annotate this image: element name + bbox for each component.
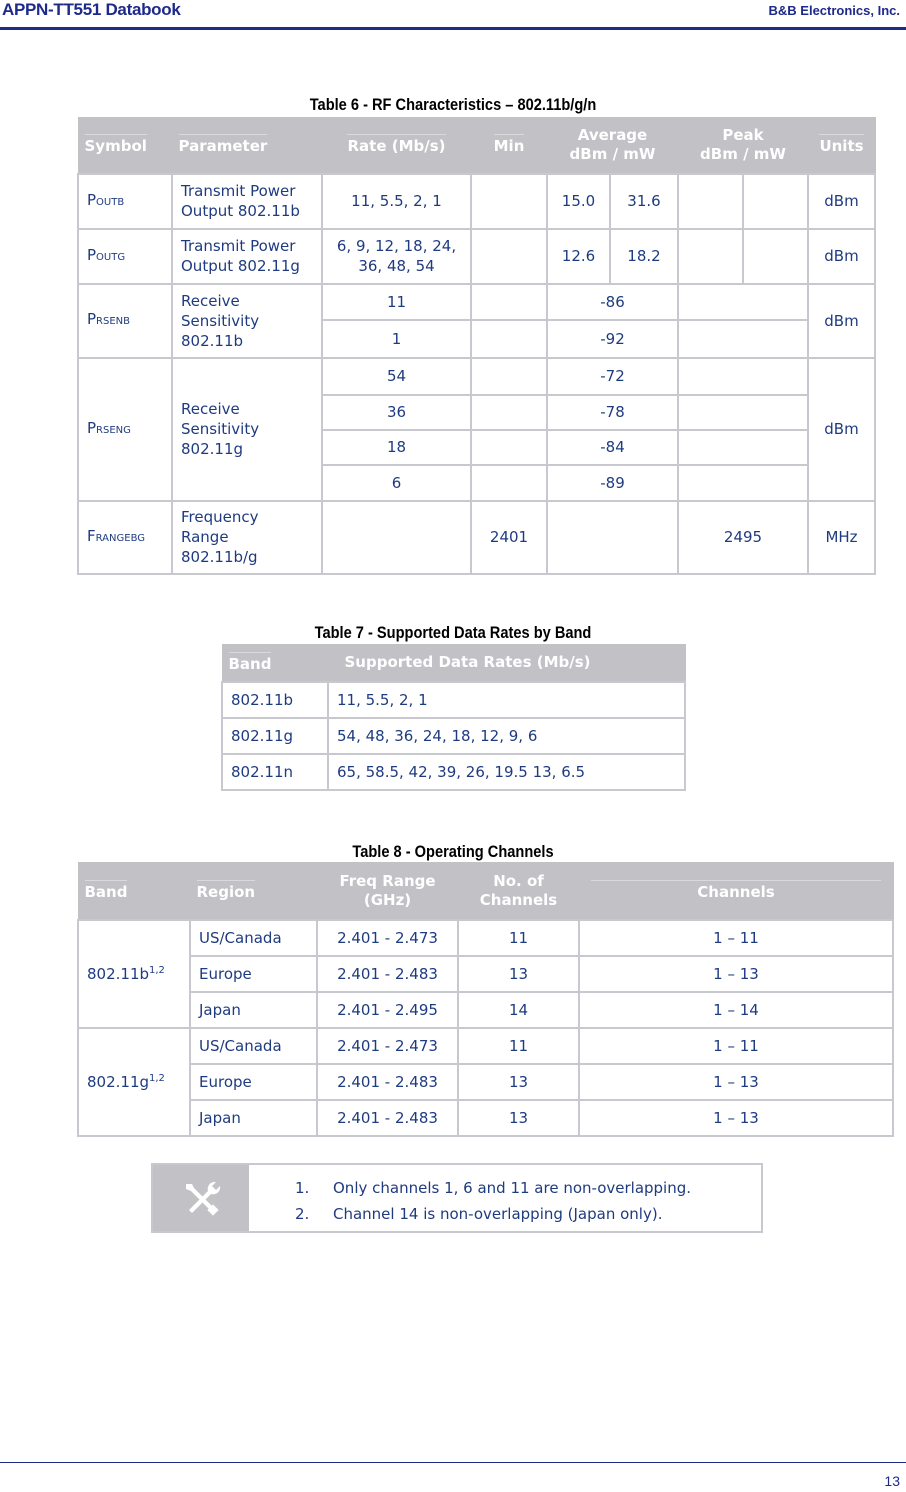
channels-cell: 1 – 11: [579, 920, 893, 956]
table6-header-row: [78, 118, 875, 174]
table-row: [78, 358, 875, 395]
rates-cell: 54, 48, 36, 24, 18, 12, 9, 6: [328, 718, 685, 754]
parameter-cell: Receive Sensitivity 802.11g: [172, 358, 322, 501]
num-channels-cell: 13: [458, 1100, 579, 1136]
avg-dbm-cell: 15.0: [547, 174, 610, 229]
table7-header-row: [222, 645, 685, 682]
rate-cell: 11: [322, 284, 471, 320]
avg-cell: -72: [547, 358, 678, 395]
peak-mw-cell: [743, 229, 808, 284]
peak-cell: [678, 430, 808, 465]
avg-cell: -84: [547, 430, 678, 465]
rate-cell: 6: [322, 465, 471, 501]
header-supported-rates: Supported Data Rates (Mb/s): [328, 645, 685, 682]
band-cell: $802.11b^{1,2}$: [78, 920, 190, 1028]
rate-cell: [322, 501, 471, 574]
data-rates-table: [221, 644, 686, 791]
header-rule: [0, 27, 906, 30]
list-item: 1. Only channels 1, 6 and 11 are non-overlapping.: [295, 1179, 692, 1197]
rate-cell: 54: [322, 358, 471, 395]
num-channels-cell: 13: [458, 956, 579, 992]
table-row: [78, 1028, 893, 1064]
units-cell: dBm: [808, 284, 875, 358]
channels-cell: 1 – 11: [579, 1028, 893, 1064]
freq-cell: 2.401 - 2.495: [317, 992, 458, 1028]
company-name: B&B Electronics, Inc.: [768, 3, 900, 18]
band-cell: 802.11n: [222, 754, 328, 790]
table8-header-row: [78, 863, 893, 920]
table-row: [78, 920, 893, 956]
tools-icon: [153, 1165, 249, 1231]
min-cell: [471, 358, 547, 395]
rate-cell: 18: [322, 430, 471, 465]
parameter-cell: Transmit Power Output 802.11b: [172, 174, 322, 229]
header-units: Units: [808, 118, 875, 174]
header-average: Average dBm / mW: [547, 118, 678, 174]
channels-cell: 1 – 14: [579, 992, 893, 1028]
region-cell: Europe: [190, 1064, 317, 1100]
region-cell: US/Canada: [190, 920, 317, 956]
freq-cell: 2.401 - 2.473: [317, 1028, 458, 1064]
channels-cell: 1 – 13: [579, 956, 893, 992]
num-channels-cell: 14: [458, 992, 579, 1028]
freq-cell: 2.401 - 2.483: [317, 1100, 458, 1136]
header-region: Region: [190, 863, 317, 920]
freq-cell: 2.401 - 2.483: [317, 956, 458, 992]
symbol-cell: PRSENG: [78, 358, 172, 501]
min-cell: [471, 430, 547, 465]
min-cell: [471, 229, 547, 284]
region-cell: Europe: [190, 956, 317, 992]
symbol-cell: POUTB: [78, 174, 172, 229]
avg-cell: -92: [547, 320, 678, 358]
table8-caption: Table 8 - Operating Channels: [352, 842, 554, 861]
avg-cell: -86: [547, 284, 678, 320]
peak-dbm-cell: [678, 174, 743, 229]
avg-cell: [547, 501, 678, 574]
notes-list: [295, 1179, 691, 1231]
num-channels-cell: 11: [458, 1028, 579, 1064]
num-channels-cell: 11: [458, 920, 579, 956]
freq-cell: 2.401 - 2.473: [317, 920, 458, 956]
rf-characteristics-table: [77, 117, 876, 575]
table-row: [222, 718, 685, 754]
peak-cell: [678, 465, 808, 501]
channels-cell: 1 – 13: [579, 1064, 893, 1100]
rates-cell: 11, 5.5, 2, 1: [328, 682, 685, 718]
symbol-cell: PRSENB: [78, 284, 172, 358]
table-row: [222, 754, 685, 790]
region-cell: US/Canada: [190, 1028, 317, 1064]
peak-cell: [678, 320, 808, 358]
header-channels: Channels: [579, 863, 893, 920]
rate-cell: 6, 9, 12, 18, 24, 36, 48, 54: [322, 229, 471, 284]
table-row: [78, 992, 893, 1028]
header-freq-range: Freq Range (GHz): [317, 863, 458, 920]
num-channels-cell: 13: [458, 1064, 579, 1100]
band-cell: 802.11b: [222, 682, 328, 718]
min-cell: [471, 465, 547, 501]
avg-dbm-cell: 12.6: [547, 229, 610, 284]
parameter-cell: Frequency Range 802.11b/g: [172, 501, 322, 574]
table7-caption: Table 7 - Supported Data Rates by Band: [314, 623, 592, 642]
list-item: 2. Channel 14 is non-overlapping (Japan only).: [295, 1205, 663, 1223]
header-symbol: Symbol: [78, 118, 172, 174]
table-row: [78, 501, 875, 574]
operating-channels-table: [77, 862, 894, 1137]
units-cell: dBm: [808, 358, 875, 501]
header-parameter: Parameter: [172, 118, 322, 174]
header-band: Band: [78, 863, 190, 920]
freq-cell: 2.401 - 2.483: [317, 1064, 458, 1100]
units-cell: dBm: [808, 229, 875, 284]
rate-cell: 1: [322, 320, 471, 358]
header-peak: Peak dBm / mW: [678, 118, 808, 174]
avg-mw-cell: 31.6: [610, 174, 678, 229]
symbol-cell: POUTG: [78, 229, 172, 284]
table-row: [78, 1100, 893, 1136]
min-cell: [471, 174, 547, 229]
avg-cell: -89: [547, 465, 678, 501]
header-rate: Rate (Mb/s): [322, 118, 471, 174]
footer-rule: [0, 1462, 906, 1463]
header-min: Min: [471, 118, 547, 174]
peak-cell: [678, 284, 808, 320]
table-row: [78, 284, 875, 320]
min-cell: [471, 395, 547, 430]
region-cell: Japan: [190, 1100, 317, 1136]
peak-dbm-cell: [678, 229, 743, 284]
parameter-cell: Receive Sensitivity 802.11b: [172, 284, 322, 358]
units-cell: MHz: [808, 501, 875, 574]
table-row: [78, 229, 875, 284]
peak-cell: [678, 395, 808, 430]
peak-cell: [678, 358, 808, 395]
notes-box: [151, 1163, 763, 1233]
rate-cell: 11, 5.5, 2, 1: [322, 174, 471, 229]
table-row: [78, 956, 893, 992]
units-cell: dBm: [808, 174, 875, 229]
header-num-channels: No. of Channels: [458, 863, 579, 920]
min-cell: [471, 320, 547, 358]
rate-cell: 36: [322, 395, 471, 430]
channels-cell: 1 – 13: [579, 1100, 893, 1136]
table-row: [78, 174, 875, 229]
table-row: [78, 1064, 893, 1100]
peak-mw-cell: [743, 174, 808, 229]
min-cell: 2401: [471, 501, 547, 574]
min-cell: [471, 284, 547, 320]
page-number: 13: [884, 1473, 900, 1489]
document-title: APPN-TT551 Databook: [2, 0, 181, 19]
parameter-cell: Transmit Power Output 802.11g: [172, 229, 322, 284]
table6-caption: Table 6 - RF Characteristics – 802.11b/g/n: [309, 95, 597, 114]
band-cell: $802.11g^{1,2}$: [78, 1028, 190, 1136]
band-cell: 802.11g: [222, 718, 328, 754]
rates-cell: 65, 58.5, 42, 39, 26, 19.5 13, 6.5: [328, 754, 685, 790]
header-band: Band: [222, 645, 328, 682]
peak-cell: 2495: [678, 501, 808, 574]
table-row: [222, 682, 685, 718]
region-cell: Japan: [190, 992, 317, 1028]
avg-mw-cell: 18.2: [610, 229, 678, 284]
avg-cell: -78: [547, 395, 678, 430]
symbol-cell: FRANGEBG: [78, 501, 172, 574]
